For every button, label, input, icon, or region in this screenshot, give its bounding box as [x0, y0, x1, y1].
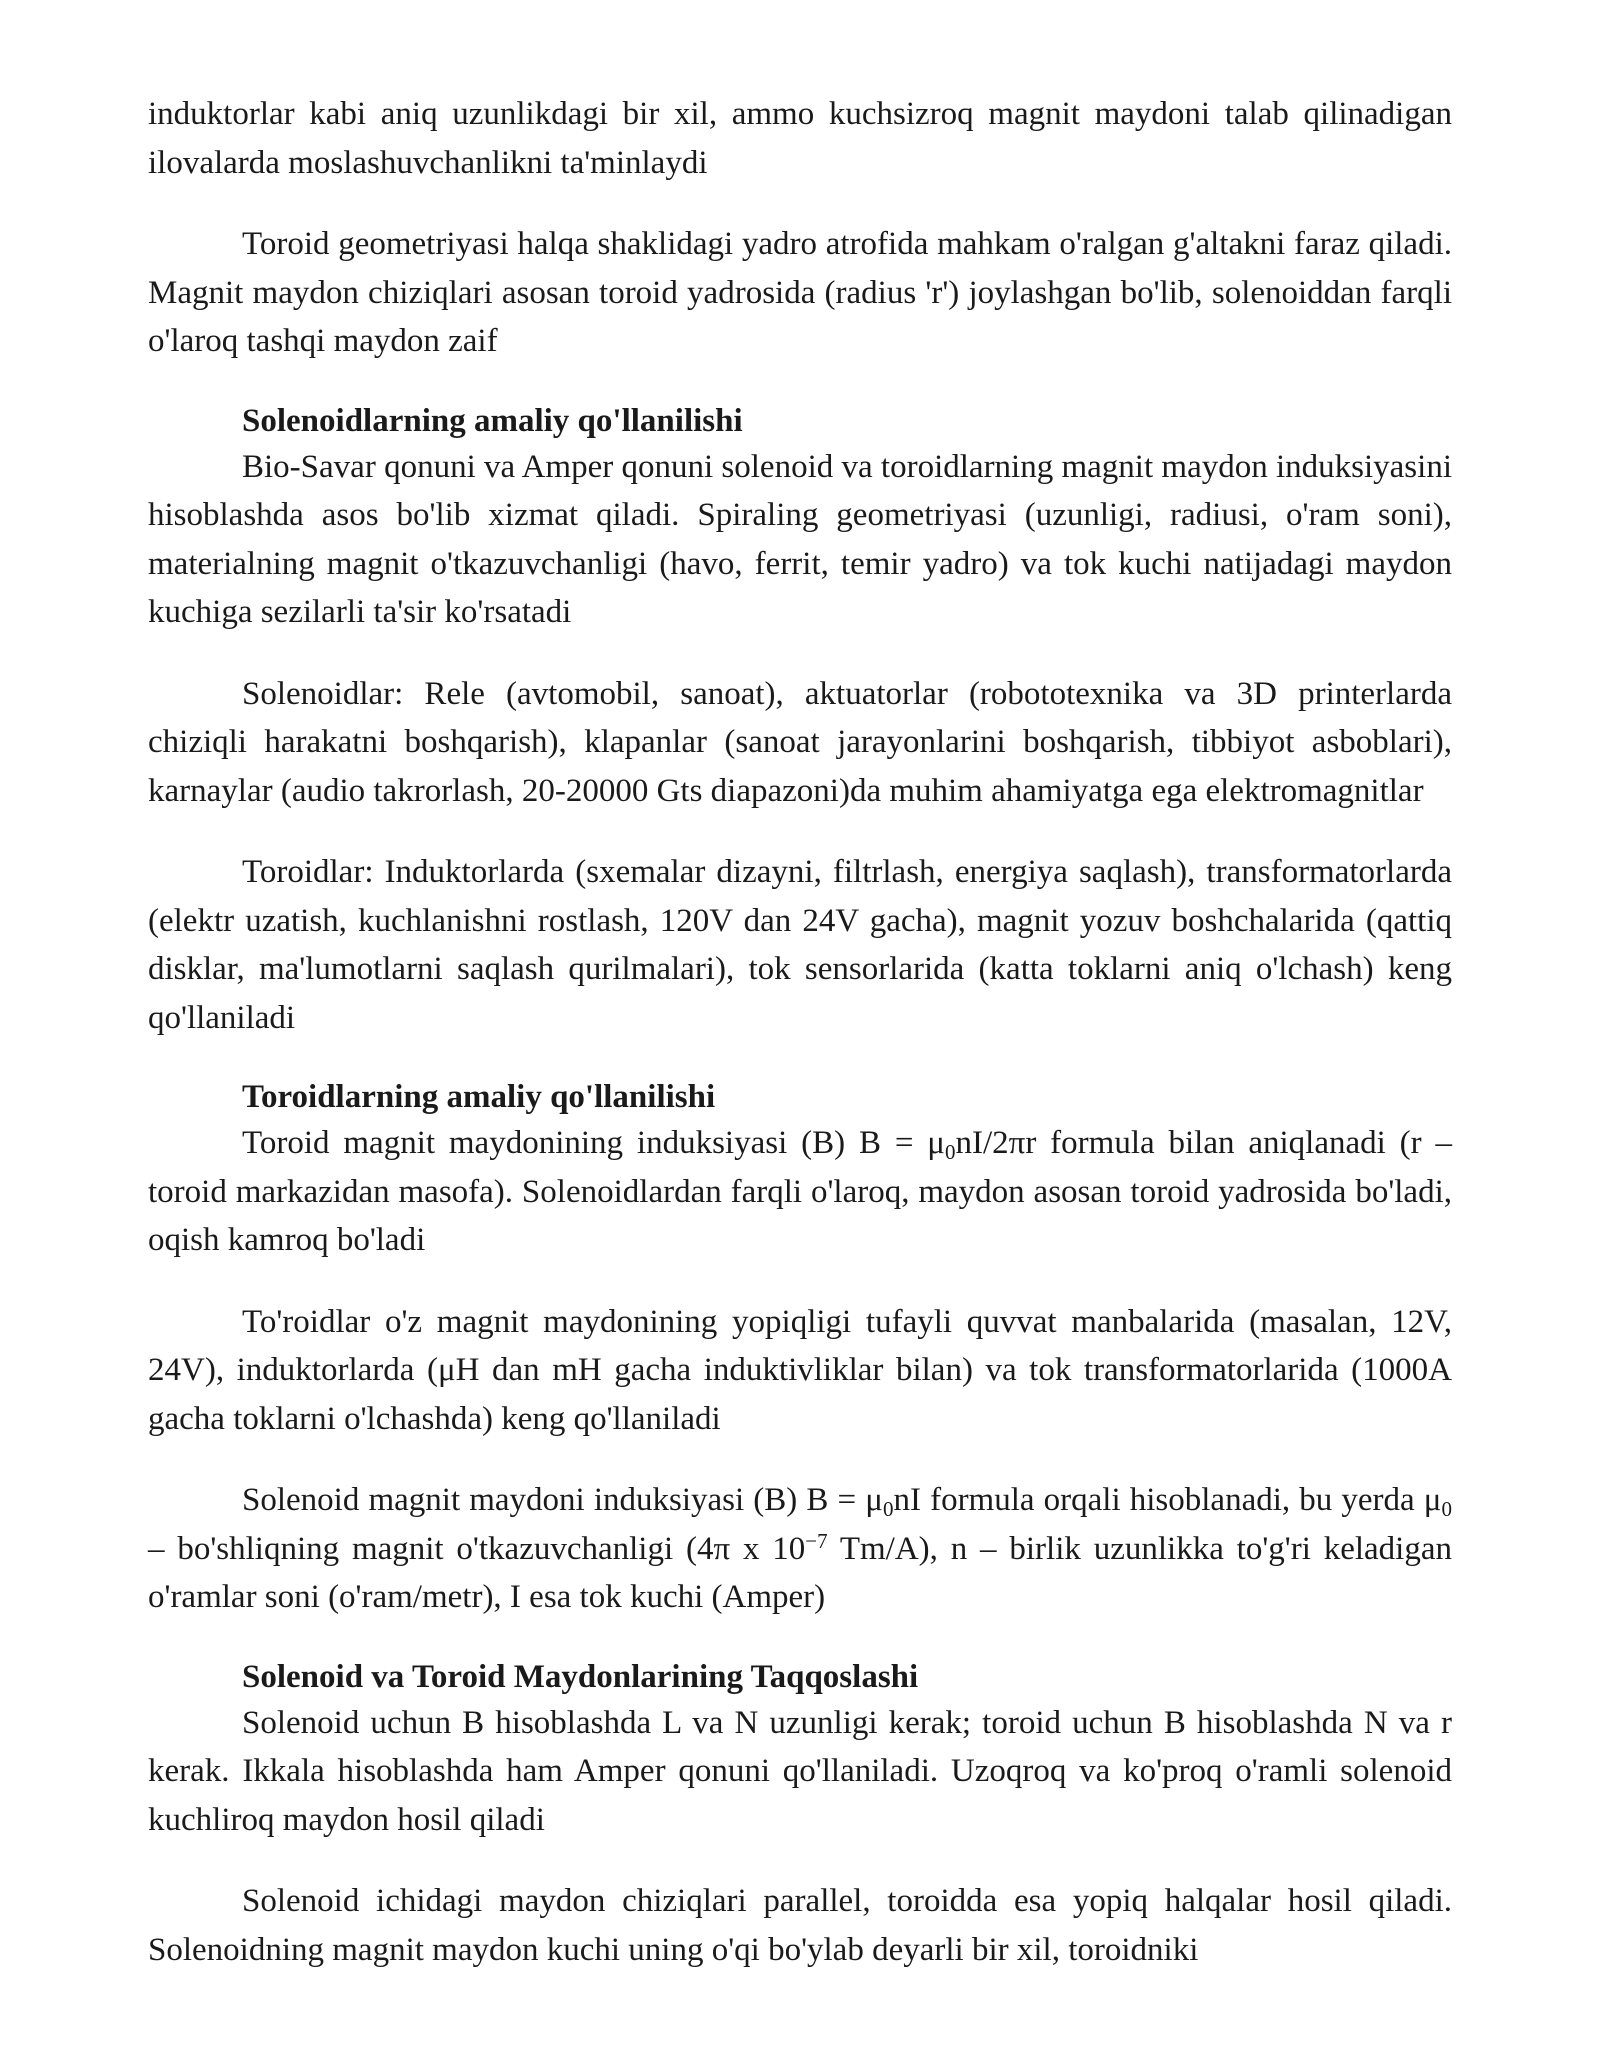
solenoid-formula-text-d: Tm/A), n – birlik uzunlikka to'g'ri keladigan o'ramlar soni (o'ram/metr), I esa tok kuchi (Amper) — [148, 1530, 1452, 1615]
paragraph-toroid-formula — [148, 1119, 1452, 1265]
solenoid-formula-text-b: nI formula orqali hisoblanadi, bu yerda μ — [893, 1482, 1442, 1518]
paragraph-induktorlar: induktorlar kabi aniq uzunlikdagi bir xil, ammo kuchsizroq magnit maydoni talab qilinadigan ilovalarda moslashuvchanlikni ta'minlaydi — [148, 96, 1452, 181]
paragraph-toroid-uses: Toroidlar: Induktorlarda (sxemalar dizayni, filtrlash, energiya saqlash), transformatorlarda (elektr uzatish, kuchlanishni rostlash, 120V dan 24V gacha), magnit yozuv boshchalarida (qattiq disklar, ma'lumotlarni saqlash qurilmalari), tok sensorlarida (katta toklarni aniq o'lchash) keng qo'llaniladi — [148, 854, 1452, 1036]
document-page — [148, 90, 1452, 1974]
paragraph-comparison-2: Solenoid ichidagi maydon chiziqlari parallel, toroidda esa yopiq halqalar hosil qiladi. Solenoidning magnit maydon kuchi uning o'qi bo'ylab deyarli bir xil, toroidniki — [148, 1883, 1452, 1968]
paragraph-comparison-1: Solenoid uchun B hisoblashda L va N uzunligi kerak; toroid uchun B hisoblashda N va r kerak. Ikkala hisoblashda ham Amper qonuni qo'llaniladi. Uzoqroq va ko'proq o'ramli solenoid kuchliroq maydon hosil qiladi — [148, 1704, 1452, 1838]
exponent-superscript: −7 — [805, 1528, 828, 1553]
paragraph-bio-savar: Bio-Savar qonuni va Amper qonuni solenoid va toroidlarning magnit maydon induksiyasini hisoblashda asos bo'lib xizmat qiladi. Spiraling geometriyasi (uzunligi, radiusi, o'ram soni), materialning magnit o'tkazuvchanligi (havo, ferrit, temir yadro) va tok kuchi natijadagi maydon kuchiga sezilarli ta'sir ko'rsatadi — [148, 448, 1452, 630]
paragraph-solenoid-uses: Solenoidlar: Rele (avtomobil, sanoat), aktuatorlar (robototexnika va 3D printerlarda chiziqli harakatni boshqarish), klapanlar (sanoat jarayonlarini boshqarish, tibbiyot asboblari), karnaylar (audio takrorlash, 20-20000 Gts diapazoni)da muhim ahamiyatga ega elektromagnitlar — [148, 675, 1452, 809]
paragraph-toroid-power: To'roidlar o'z magnit maydonining yopiqligi tufayli quvvat manbalarida (masalan, 12V, 24V), induktorlarda (μH dan mH gacha induktivliklar bilan) va tok transformatorlarida (1000A gacha toklarni o'lchashda) keng qo'llaniladi — [148, 1303, 1452, 1437]
heading-toroid-applications: Toroidlarning amaliy qo'llanilishi — [242, 1079, 716, 1115]
heading-solenoid-applications: Solenoidlarning amaliy qo'llanilishi — [242, 402, 743, 439]
paragraph-toroid-geometry: Toroid geometriyasi halqa shaklidagi yadro atrofida mahkam o'ralgan g'altakni faraz qiladi. Magnit maydon chiziqlari asosan toroid yadrosida (radius 'r') joylashgan bo'lib, solenoiddan farqli o'laroq tashqi maydon zaif — [148, 226, 1452, 359]
mu-subscript-1: 0 — [882, 1497, 894, 1521]
toroid-formula-text-a: Toroid magnit maydonining induksiyasi (B) B = μ — [242, 1125, 945, 1161]
toroid-formula-text-b: nI/2πr formula bilan aniqlanadi (r – toroid markazidan masofa). Solenoidlardan farqli o'laroq, maydon asosan toroid yadrosida bo'ladi, oqish kamroq bo'ladi — [148, 1125, 1452, 1258]
paragraph-solenoid-formula — [148, 1476, 1452, 1622]
heading-comparison: Solenoid va Toroid Maydonlarining Taqqoslashi — [242, 1658, 919, 1695]
solenoid-formula-text-a: Solenoid magnit maydoni induksiyasi (B) B = μ — [242, 1482, 883, 1518]
mu-subscript: 0 — [945, 1140, 956, 1164]
solenoid-formula-text-c: – bo'shliqning magnit o'tkazuvchanligi (4π x 10 — [148, 1530, 806, 1567]
mu-subscript-2: 0 — [1441, 1497, 1452, 1521]
